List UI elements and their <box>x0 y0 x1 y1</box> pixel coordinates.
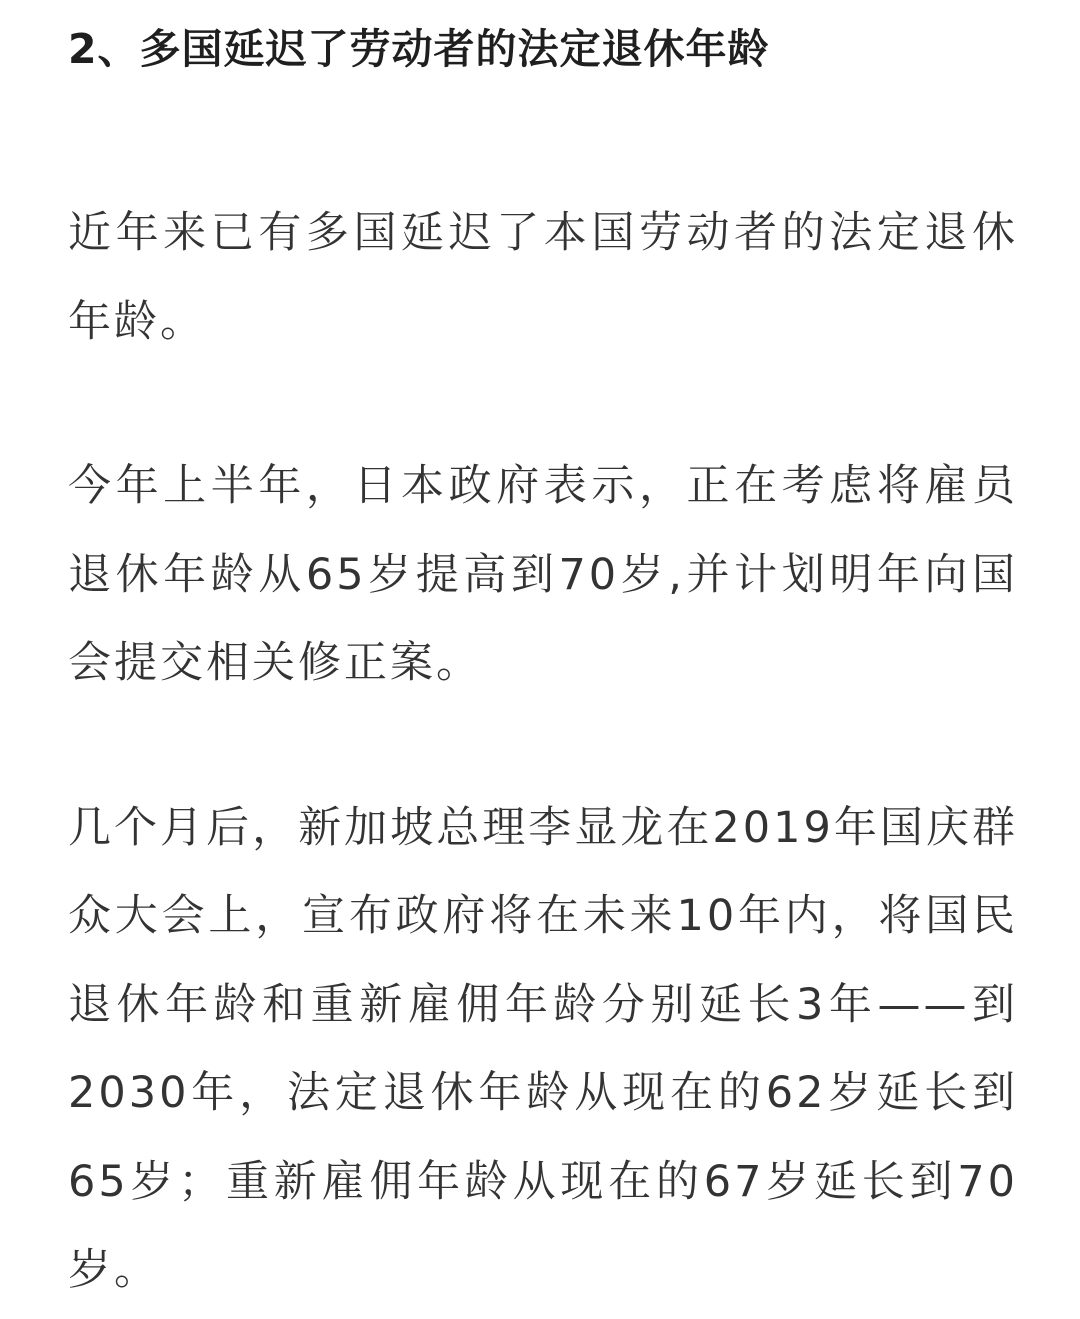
paragraph-japan: 今年上半年，日本政府表示，正在考虑将雇员退休年龄从65岁提高到70岁,并计划明年向国会提交相关修正案。 <box>68 461 1018 688</box>
paragraph-singapore: 几个月后，新加坡总理李显龙在2019年国庆群众大会上，宣布政府将在未来10年内，将国民退休年龄和重新雇佣年龄分别延长3年——到2030年，法定退休年龄从现在的62岁延长到65岁；重新雇佣年龄从现在的67岁延长到70岁。 <box>68 802 1018 1295</box>
section-heading: 2、多国延迟了劳动者的法定退休年龄 <box>68 25 770 73</box>
paragraph-intro: 近年来已有多国延迟了本国劳动者的法定退休年龄。 <box>68 208 1018 347</box>
article-body <box>68 20 1018 1315</box>
